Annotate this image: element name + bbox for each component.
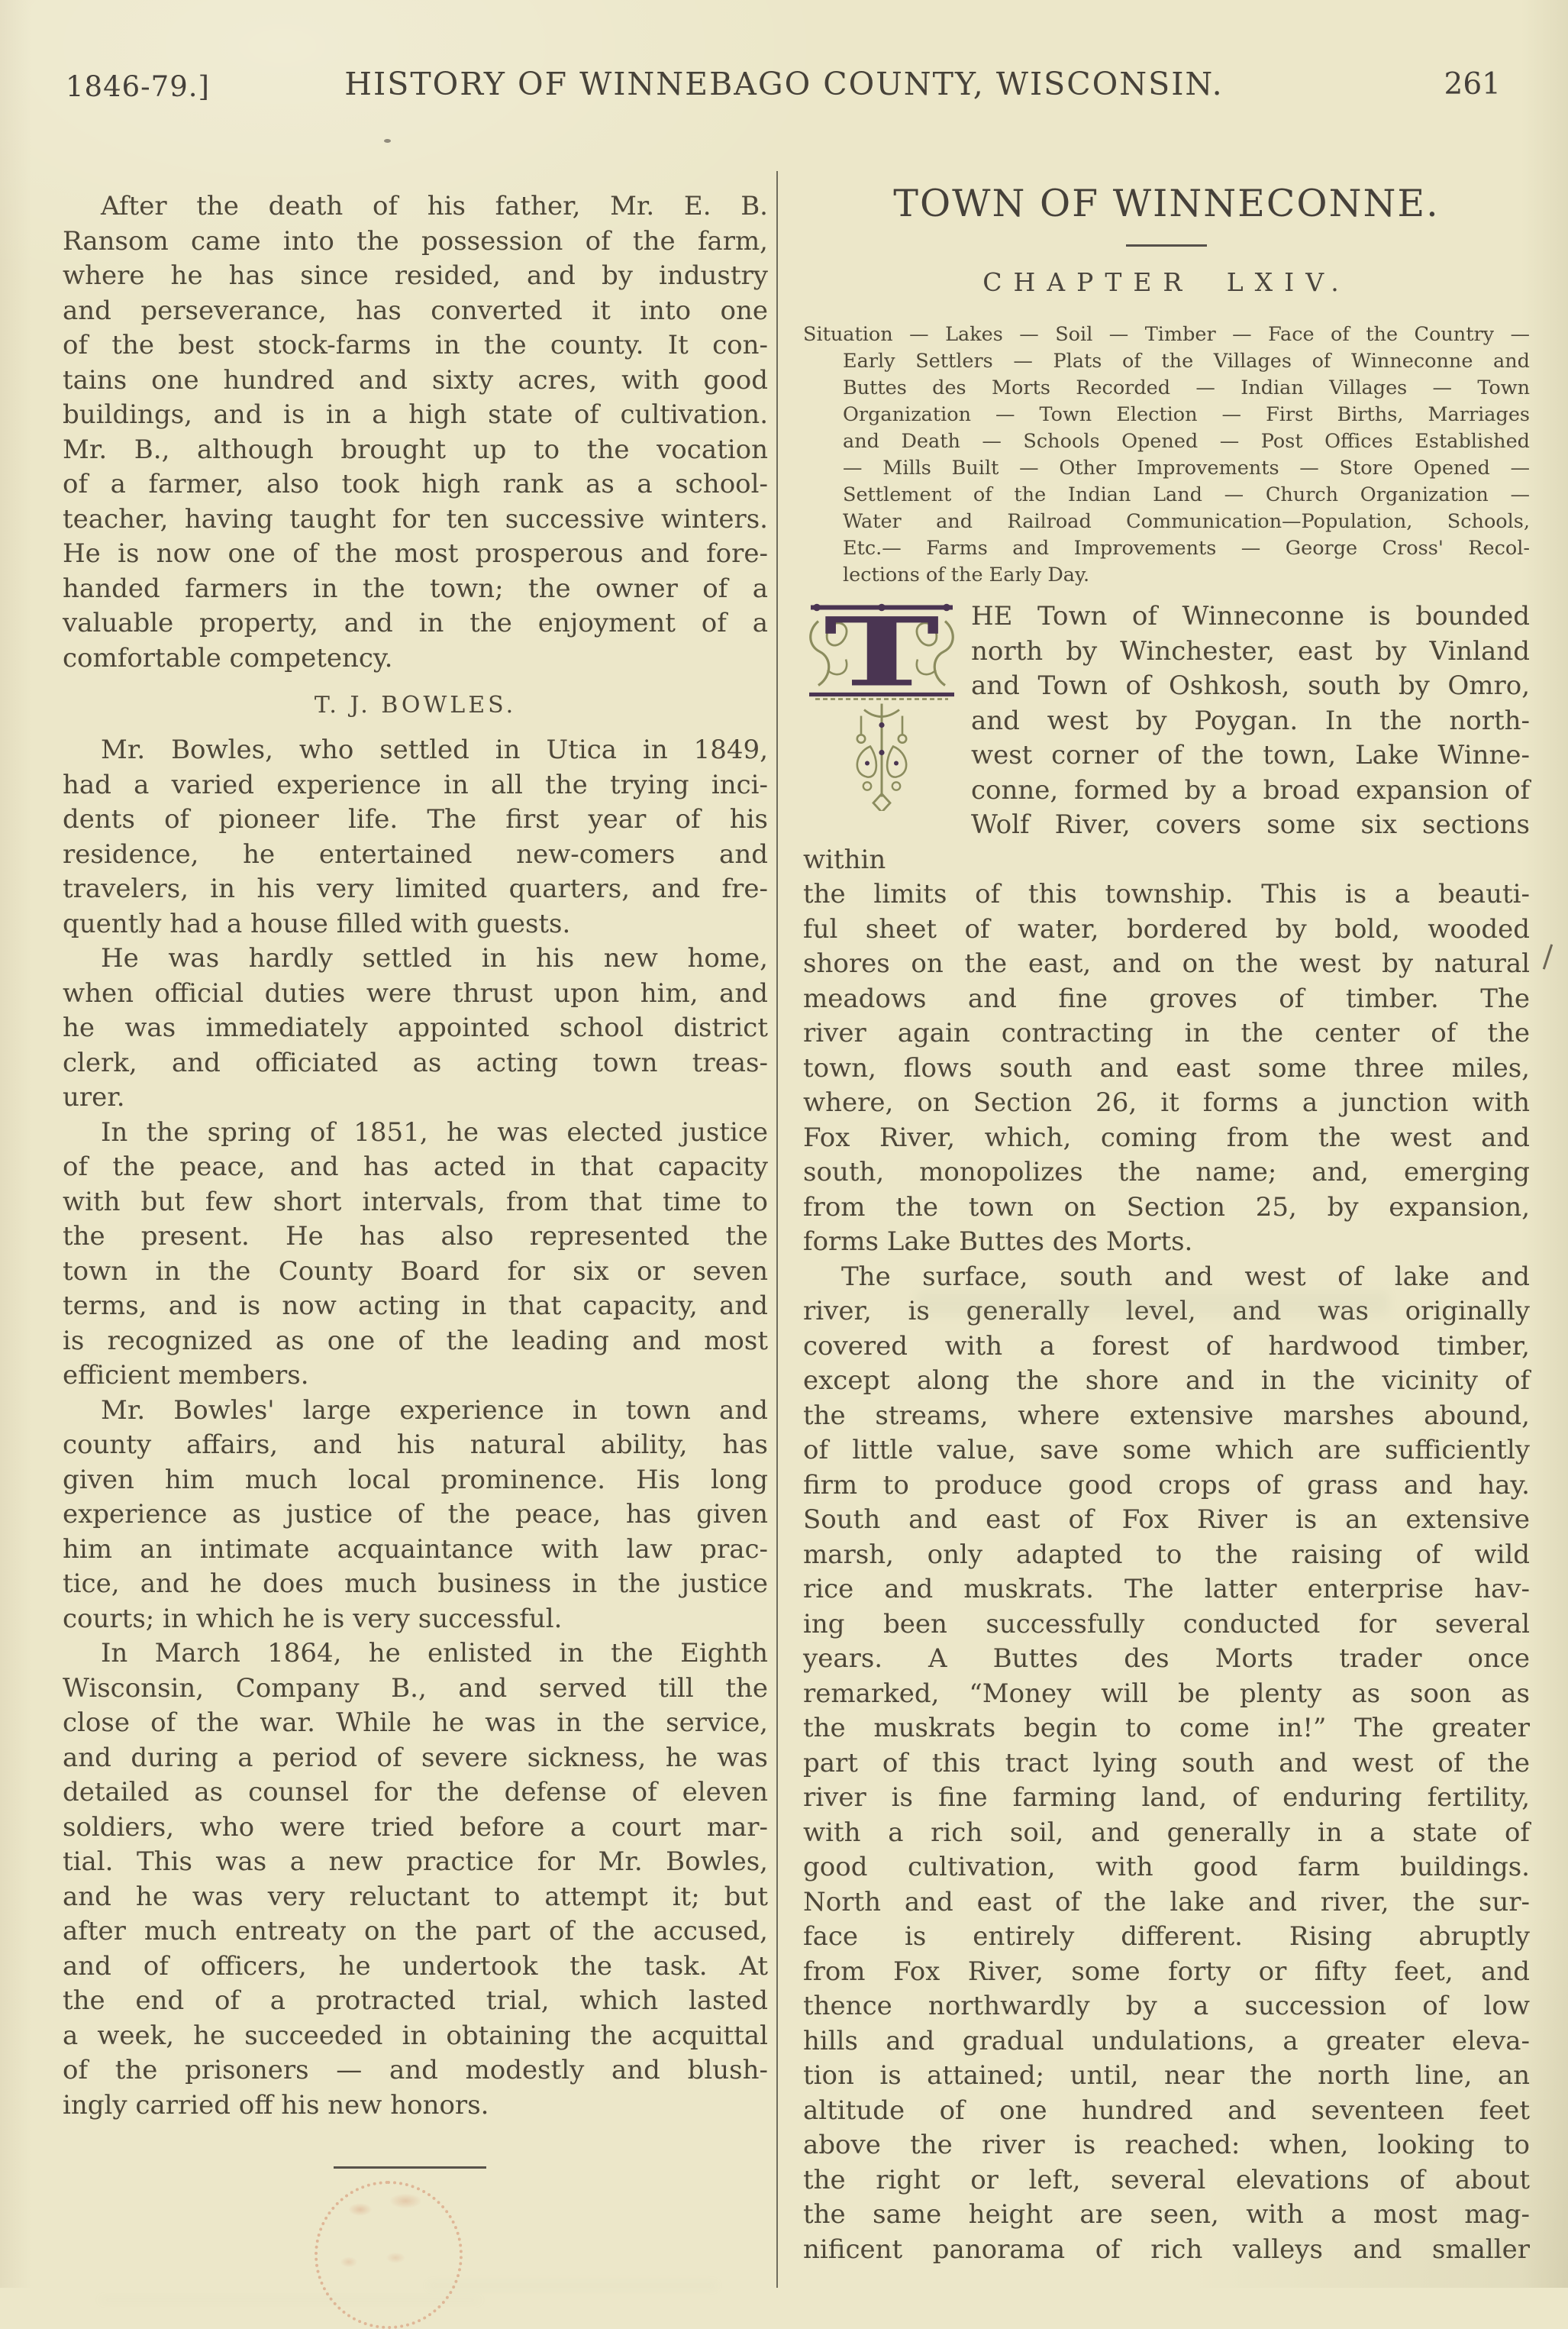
page-header xyxy=(66,66,1502,111)
text-line: Early Settlers — Plats of the Villages of Winneconne and xyxy=(843,350,1530,373)
drop-cap xyxy=(803,602,960,811)
text-line: part of this tract lying south and west of the xyxy=(803,1747,1530,1778)
text-line: covered with a forest of hardwood timber, xyxy=(803,1330,1530,1362)
text-line: of little value, save some which are sufficiently xyxy=(803,1435,1530,1465)
left-column xyxy=(63,189,768,2123)
text-line: of the prisoners — and modestly and blush- xyxy=(63,2055,768,2085)
text-line: him an intimate acquaintance with law prac- xyxy=(63,1533,768,1565)
text-line: and of officers, he undertook the task. At xyxy=(63,1950,768,1982)
text-line: In March 1864, he enlisted in the Eighth xyxy=(101,1638,768,1668)
text-line: Settlement of the Indian Land — Church Organization — xyxy=(843,483,1530,506)
paragraph-bowles-2 xyxy=(63,942,768,1116)
text-line: efficient members. xyxy=(63,1360,309,1391)
text-line: ing been successfully conducted for several xyxy=(803,1608,1530,1639)
text-line: hills and gradual undulations, a greater eleva- xyxy=(803,2025,1530,2056)
paragraph-bowles-5 xyxy=(63,1636,768,2123)
show-through-ghost xyxy=(916,1290,1389,1316)
text-line: after much entreaty on the part of the accused, xyxy=(63,1916,768,1946)
text-line: North and east of the lake and river, the sur- xyxy=(803,1886,1530,1917)
text-line: Fox River, which, coming from the west and xyxy=(803,1122,1530,1153)
text-line: river, is generally level, and was originally xyxy=(803,1296,1530,1326)
text-line: tice, and he does much business in the justice xyxy=(63,1568,768,1599)
text-line: the end of a protracted trial, which lasted xyxy=(63,1985,768,2016)
text-line: Situation — Lakes — Soil — Timber — Face of the Country — xyxy=(803,323,1530,346)
paragraph-ransom xyxy=(63,189,768,676)
text-line: a week, he succeeded in obtaining the acquittal xyxy=(63,2020,768,2051)
text-line: where, on Section 26, it forms a junction with xyxy=(803,1087,1530,1118)
text-line: Wisconsin, Company B., and served till the xyxy=(63,1672,768,1704)
text-line: county affairs, and his natural ability, has xyxy=(63,1429,768,1460)
text-line: the limits of this township. This is a beauti- xyxy=(803,879,1530,909)
text-line: and Death — Schools Opened — Post Offices Established xyxy=(843,430,1530,453)
text-line: ful sheet of water, bordered by bold, wooded xyxy=(803,913,1530,945)
header-date-range: 1846-79.] xyxy=(66,70,210,103)
text-line: he was immediately appointed school district xyxy=(63,1013,768,1043)
section-heading-bowles: T. J. BOWLES. xyxy=(314,692,517,719)
text-line: tion is attained; until, near the north line, an xyxy=(803,2060,1530,2091)
text-line: good cultivation, with good farm buildings. xyxy=(803,1852,1530,1882)
text-line: HE Town of Winneconne is bounded xyxy=(971,601,1530,632)
paragraph-bowles-3 xyxy=(63,1116,768,1394)
text-line: courts; in which he is very successful. xyxy=(63,1603,563,1634)
text-line: soldiers, who were tried before a court mar- xyxy=(63,1811,768,1843)
chapter-title: TOWN OF WINNECONNE. xyxy=(893,182,1440,225)
text-line: meadows and fine groves of timber. The xyxy=(803,983,1530,1014)
text-line: south, monopolizes the name; and, emerging xyxy=(803,1157,1530,1187)
text-line: of the peace, and has acted in that capacity xyxy=(63,1152,768,1182)
chapter-syllabus xyxy=(803,321,1530,589)
text-line: After the death of his father, Mr. E. B. xyxy=(101,191,768,221)
text-line: forms Lake Buttes des Morts. xyxy=(803,1226,1193,1257)
text-line: urer. xyxy=(63,1082,125,1113)
paragraph-opening-continued xyxy=(803,808,1530,1260)
text-line: from the town on Section 25, by expansion, xyxy=(803,1191,1530,1223)
show-through-ghost xyxy=(99,2298,481,2302)
text-line: conne, formed by a broad expansion of xyxy=(971,774,1530,806)
text-line: and west by Poygan. In the north- xyxy=(971,705,1530,736)
text-line: close of the war. While he was in the service, xyxy=(63,1707,768,1738)
column-divider xyxy=(776,171,778,2288)
text-line: Mr. Bowles, who settled in Utica in 1849, xyxy=(101,735,768,765)
text-line: travelers, in his very limited quarters, and fre- xyxy=(63,874,768,904)
text-line: remarked, “Money will be plenty as soon as xyxy=(803,1678,1530,1709)
text-line: of a farmer, also took high rank as a school- xyxy=(63,469,768,499)
decorative-initial-ornament xyxy=(803,602,960,811)
text-line: the present. He has also represented the xyxy=(63,1221,768,1252)
text-line: shores on the east, and on the west by natural xyxy=(803,948,1530,979)
text-line: residence, he entertained new-comers and xyxy=(63,838,768,870)
text-line: rice and muskrats. The latter enterprise hav- xyxy=(803,1574,1530,1604)
text-line: Buttes des Morts Recorded — Indian Villages — Town xyxy=(843,376,1530,399)
text-line: dents of pioneer life. The first year of his xyxy=(63,804,768,835)
text-line: teacher, having taught for ten successive winters. xyxy=(63,503,768,535)
text-line: town, flows south and east some three miles, xyxy=(803,1052,1530,1084)
text-line: lections of the Early Day. xyxy=(843,564,1090,586)
text-line: South and east of Fox River is an extensive xyxy=(803,1504,1530,1535)
library-stamp xyxy=(315,2181,463,2329)
text-line: except along the shore and in the vicinity of xyxy=(803,1365,1530,1396)
paragraph-bowles-1 xyxy=(63,733,768,942)
text-line: — Mills Built — Other Improvements — Store Opened — xyxy=(843,457,1530,480)
text-line: The surface, south and west of lake and xyxy=(841,1261,1530,1292)
text-line: quently had a house filled with guests. xyxy=(63,908,571,939)
text-line: and perseverance, has converted it into one xyxy=(63,295,768,326)
text-line: when official duties were thrust upon him, and xyxy=(63,977,768,1009)
text-line: ingly carried off his new honors. xyxy=(63,2089,489,2121)
text-line: years. A Buttes des Morts trader once xyxy=(803,1643,1530,1674)
text-line: is recognized as one of the leading and most xyxy=(63,1325,768,1356)
text-line: thence northwardly by a succession of low xyxy=(803,1991,1530,2021)
text-line: Wolf River, covers some six sections within xyxy=(803,809,1530,875)
text-line: Mr. B., although brought up to the vocation xyxy=(63,434,768,465)
text-line: the streams, where extensive marshes abound, xyxy=(803,1400,1530,1431)
paragraph-bowles-4 xyxy=(63,1394,768,1637)
opening-paragraph xyxy=(803,599,1530,1260)
paragraph-surface xyxy=(803,1260,1530,2268)
text-line: given him much local prominence. His long xyxy=(63,1464,768,1495)
text-line: Ransom came into the possession of the farm, xyxy=(63,225,768,257)
chapter-number: CHAPTER LXIV. xyxy=(982,267,1350,297)
text-line: river again contracting in the center of the xyxy=(803,1018,1530,1048)
end-rule xyxy=(334,2166,486,2169)
text-line: valuable property, and in the enjoyment of a xyxy=(63,608,768,638)
text-line: comfortable competency. xyxy=(63,642,393,674)
text-line: buildings, and is in a high state of cultivation. xyxy=(63,399,768,430)
text-line: nificent panorama of rich valleys and smaller xyxy=(803,2234,1530,2265)
text-line: with but few short intervals, from that time to xyxy=(63,1186,768,1217)
text-line: and he was very reluctant to attempt it; but xyxy=(63,1881,768,1912)
text-line: and Town of Oshkosh, south by Omro, xyxy=(971,670,1530,701)
show-through-ghost xyxy=(427,2283,718,2288)
text-line: Mr. Bowles' large experience in town and xyxy=(101,1394,768,1426)
text-line: tains one hundred and sixty acres, with good xyxy=(63,364,768,396)
text-line: the right or left, several elevations of about xyxy=(803,2164,1530,2195)
pen-mark xyxy=(1543,944,1553,969)
text-line: He was hardly settled in his new home, xyxy=(101,943,768,974)
text-line: In the spring of 1851, he was elected justice xyxy=(101,1116,768,1148)
text-line: from Fox River, some forty or fifty feet, and xyxy=(803,1956,1530,1987)
text-line: west corner of the town, Lake Winne- xyxy=(971,740,1530,770)
text-line: above the river is reached: when, looking to xyxy=(803,2130,1530,2160)
text-line: Organization — Town Election — First Births, Marriages xyxy=(843,403,1530,426)
text-line: Water and Railroad Communication—Population, Schools, xyxy=(843,510,1530,533)
text-line: terms, and is now acting in that capacity, and xyxy=(63,1290,768,1321)
text-line: detailed as counsel for the defense of eleven xyxy=(63,1777,768,1807)
text-line: face is entirely different. Rising abruptly xyxy=(803,1921,1530,1952)
drop-cap-letter: T xyxy=(824,602,940,709)
text-line: tial. This was a new practice for Mr. Bowles, xyxy=(63,1846,768,1877)
text-line: had a varied experience in all the trying inci- xyxy=(63,769,768,800)
header-page-number: 261 xyxy=(1444,67,1501,102)
text-line: river is fine farming land, of enduring fertility, xyxy=(803,1782,1530,1813)
header-title: HISTORY OF WINNEBAGO COUNTY, WISCONSIN. xyxy=(344,66,1224,102)
text-line: town in the County Board for six or seven xyxy=(63,1255,768,1287)
text-line: of the best stock-farms in the county. It con- xyxy=(63,330,768,360)
text-line: north by Winchester, east by Vinland xyxy=(971,635,1530,667)
text-line: He is now one of the most prosperous and fore- xyxy=(63,538,768,569)
text-line: handed farmers in the town; the owner of a xyxy=(63,573,768,604)
ink-speck xyxy=(384,139,391,143)
text-line: Etc.— Farms and Improvements — George Cross' Recol- xyxy=(843,537,1530,560)
text-line: the muskrats begin to come in!” The greater xyxy=(803,1713,1530,1743)
text-line: where he has since resided, and by industry xyxy=(63,260,768,291)
text-line: with a rich soil, and generally in a state of xyxy=(803,1817,1530,1848)
text-line: and during a period of severe sickness, he was xyxy=(63,1742,768,1773)
text-line: the same height are seen, with a most mag- xyxy=(803,2199,1530,2230)
text-line: experience as justice of the peace, has given xyxy=(63,1499,768,1530)
text-line: firm to produce good crops of grass and hay. xyxy=(803,1469,1530,1500)
text-line: altitude of one hundred and seventeen feet xyxy=(803,2095,1530,2126)
right-column xyxy=(803,182,1530,2267)
text-line: marsh, only adapted to the raising of wild xyxy=(803,1539,1530,1570)
title-rule xyxy=(1126,244,1207,247)
text-line: clerk, and officiated as acting town treas- xyxy=(63,1047,768,1078)
